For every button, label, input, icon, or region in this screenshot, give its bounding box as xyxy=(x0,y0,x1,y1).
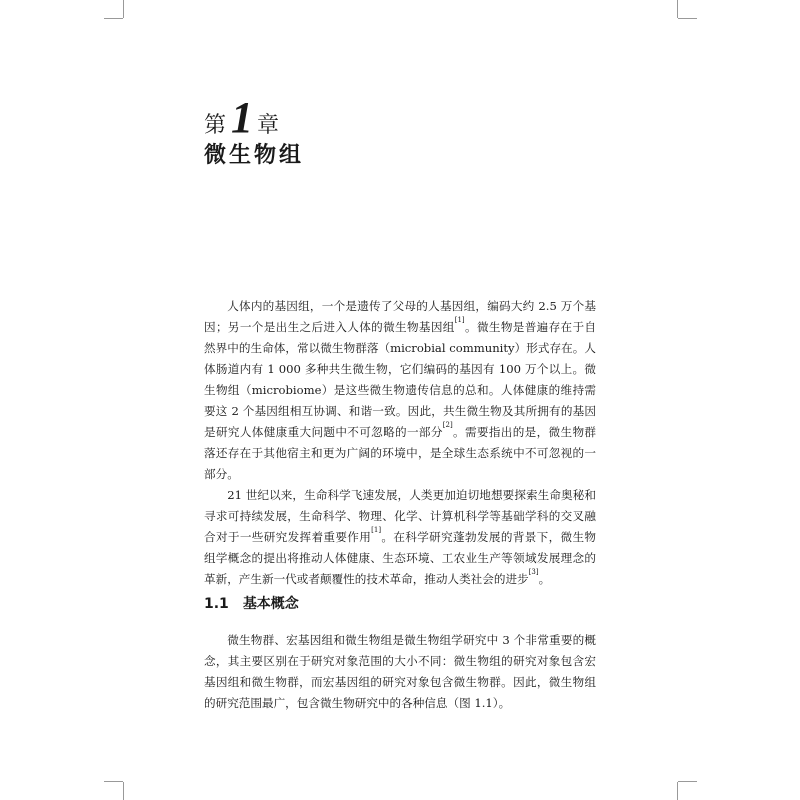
crop-mark-bottom-right-v xyxy=(677,782,678,800)
crop-mark-bottom-right-h xyxy=(678,781,697,782)
section-number: 1.1 xyxy=(204,596,229,612)
text-run: 21 世纪以来，生命科学飞速发展，人类更加迫切地想要探索生命奥秘和寻求可持续发展，生命科学、物理、化学、计算机科学等基础学科的交叉融合对于一些研究发挥着重要作用 xyxy=(204,488,596,544)
text-run: 人体内的基因组，一个是遗传了父母的人基因组，编码大约 2.5 万个基因；另一个是出生之后进入人体的微生物基因组 xyxy=(204,299,596,334)
crop-mark-top-right-h xyxy=(678,18,697,19)
paragraph xyxy=(204,296,596,485)
citation-ref: [2] xyxy=(442,421,453,429)
crop-mark-bottom-left-v xyxy=(123,782,124,800)
section-body xyxy=(204,630,596,714)
citation-ref: [1] xyxy=(371,526,382,534)
paragraph xyxy=(204,485,596,590)
crop-mark-top-left-h xyxy=(104,18,123,19)
text-run: 微生物群、宏基因组和微生物组是微生物组学研究中 3 个非常重要的概念，其主要区别在于研究对象范围的大小不同：微生物组的研究对象包含宏基因组和微生物群，而宏基因组的研究对象包含微生物群。因此，微生物组的研究范围最广，包含微生物研究中的各种信息（图 1.1）。 xyxy=(204,633,596,710)
text-run: 。需要指出的是，微生物群落还存在于其他宿主和更为广阔的环境中，是全球生态系统中不可忽视的一部分。 xyxy=(204,425,596,481)
chapter-number: 1 xyxy=(231,93,254,142)
crop-mark-bottom-left-h xyxy=(104,781,123,782)
text-run: 。微生物是普遍存在于自然界中的生命体，常以微生物群落（microbial community）形式存在。人体肠道内有 1 000 多种共生微生物，它们编码的基因有 100 万个以上。微生物组（microbiome）是这些微生物遗传信息的总和。人体健康的维持需要这 2 个基因组相互协调、和谐一致。因此，共生微生物及其所拥有的基因是研究人体健康重大问题中不可忽略的一部分 xyxy=(204,320,596,439)
paragraph xyxy=(204,630,596,714)
chapter-suffix: 章 xyxy=(257,113,281,138)
text-run: 。 xyxy=(538,572,551,586)
crop-mark-top-left-v xyxy=(123,0,124,18)
text-run: 。在科学研究蓬勃发展的背景下，微生物组学概念的提出将推动人体健康、生态环境、工农业生产等领域发展理念的革新，产生新一代或者颠覆性的技术革命，推动人类社会的进步 xyxy=(204,530,596,586)
citation-ref: [3] xyxy=(528,568,539,576)
chapter-title: 微生物组 xyxy=(204,143,305,168)
citation-ref: [1] xyxy=(454,316,465,324)
section-title: 基本概念 xyxy=(242,596,299,612)
intro-body xyxy=(204,296,596,590)
chapter-prefix: 第 xyxy=(204,113,228,138)
section-heading xyxy=(204,593,299,613)
crop-mark-top-right-v xyxy=(677,0,678,18)
chapter-heading xyxy=(204,92,280,143)
